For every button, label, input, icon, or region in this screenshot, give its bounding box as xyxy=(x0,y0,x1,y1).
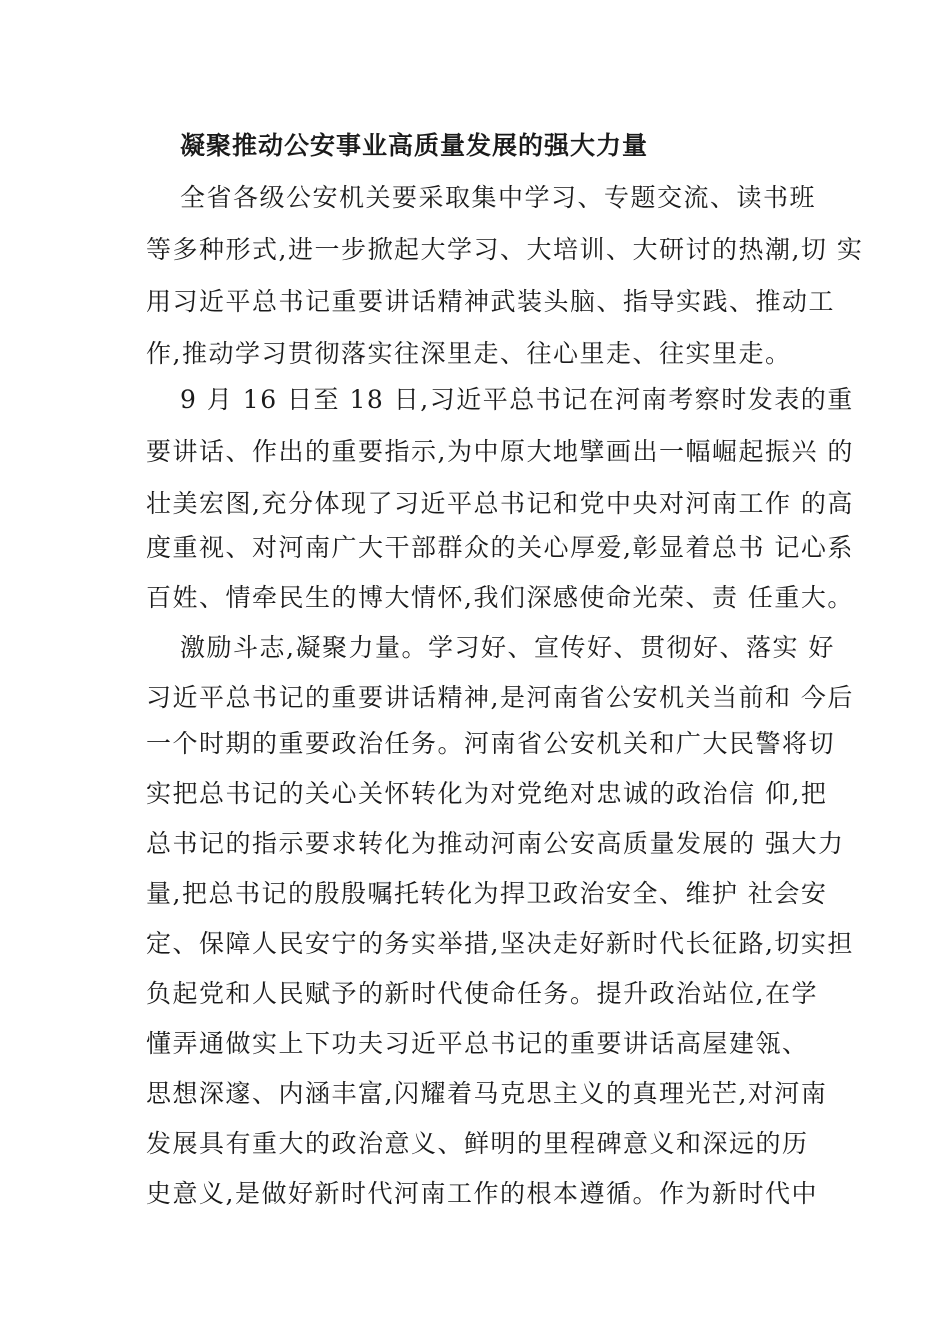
paragraph-line: 思想深邃、内涵丰富,闪耀着马克思主义的真理光芒,对河南 xyxy=(146,1079,828,1108)
paragraph-line: 壮美宏图,充分体现了习近平总书记和党中央对河南工作 的高 xyxy=(146,489,854,518)
paragraph-line: 总书记的指示要求转化为推动河南公安高质量发展的 强大力 xyxy=(146,829,845,858)
paragraph-line: 作,推动学习贯彻落实往深里走、往心里走、往实里走。 xyxy=(146,339,792,368)
paragraph-line: 一个时期的重要政治任务。河南省公安机关和广大民警将切 xyxy=(146,729,836,758)
paragraph-line: 习近平总书记的重要讲话精神,是河南省公安机关当前和 今后 xyxy=(146,683,854,712)
paragraph-line: 度重视、对河南广大干部群众的关心厚爱,彰显着总书 记心系 xyxy=(146,533,854,562)
paragraph-line: 负起党和人民赋予的新时代使命任务。提升政治站位,在学 xyxy=(146,979,818,1008)
paragraph-line: 发展具有重大的政治意义、鲜明的里程碑意义和深远的历 xyxy=(146,1129,809,1158)
paragraph-line: 史意义,是做好新时代河南工作的根本遵循。作为新时代中 xyxy=(146,1179,818,1208)
paragraph-line: 等多种形式,进一步掀起大学习、大培训、大研讨的热潮,切 实 xyxy=(146,235,864,264)
document-title: 凝聚推动公安事业高质量发展的强大力量 xyxy=(180,131,649,160)
paragraph-line: 定、保障人民安宁的务实举措,坚决走好新时代长征路,切实担 xyxy=(146,929,854,958)
paragraph-line: 实把总书记的关心关怀转化为对党绝对忠诚的政治信 仰,把 xyxy=(146,779,828,808)
paragraph-line: 用习近平总书记重要讲话精神武装头脑、指导实践、推动工 xyxy=(146,287,836,316)
paragraph-line: 要讲话、作出的重要指示,为中原大地擘画出一幅崛起振兴 的 xyxy=(146,437,854,466)
paragraph-line: 9 月 16 日至 18 日,习近平总书记在河南考察时发表的重 xyxy=(180,385,854,414)
paragraph-line: 全省各级公安机关要采取集中学习、专题交流、读书班 xyxy=(180,183,817,212)
paragraph-line: 量,把总书记的殷殷嘱托转化为捍卫政治安全、维护 社会安 xyxy=(146,879,828,908)
paragraph-line: 懂弄通做实上下功夫习近平总书记的重要讲话高屋建瓴、 xyxy=(146,1029,809,1058)
paragraph-line: 百姓、情牵民生的博大情怀,我们深感使命光荣、责 任重大。 xyxy=(146,583,854,612)
paragraph-line: 激励斗志,凝聚力量。学习好、宣传好、贯彻好、落实 好 xyxy=(180,633,835,662)
